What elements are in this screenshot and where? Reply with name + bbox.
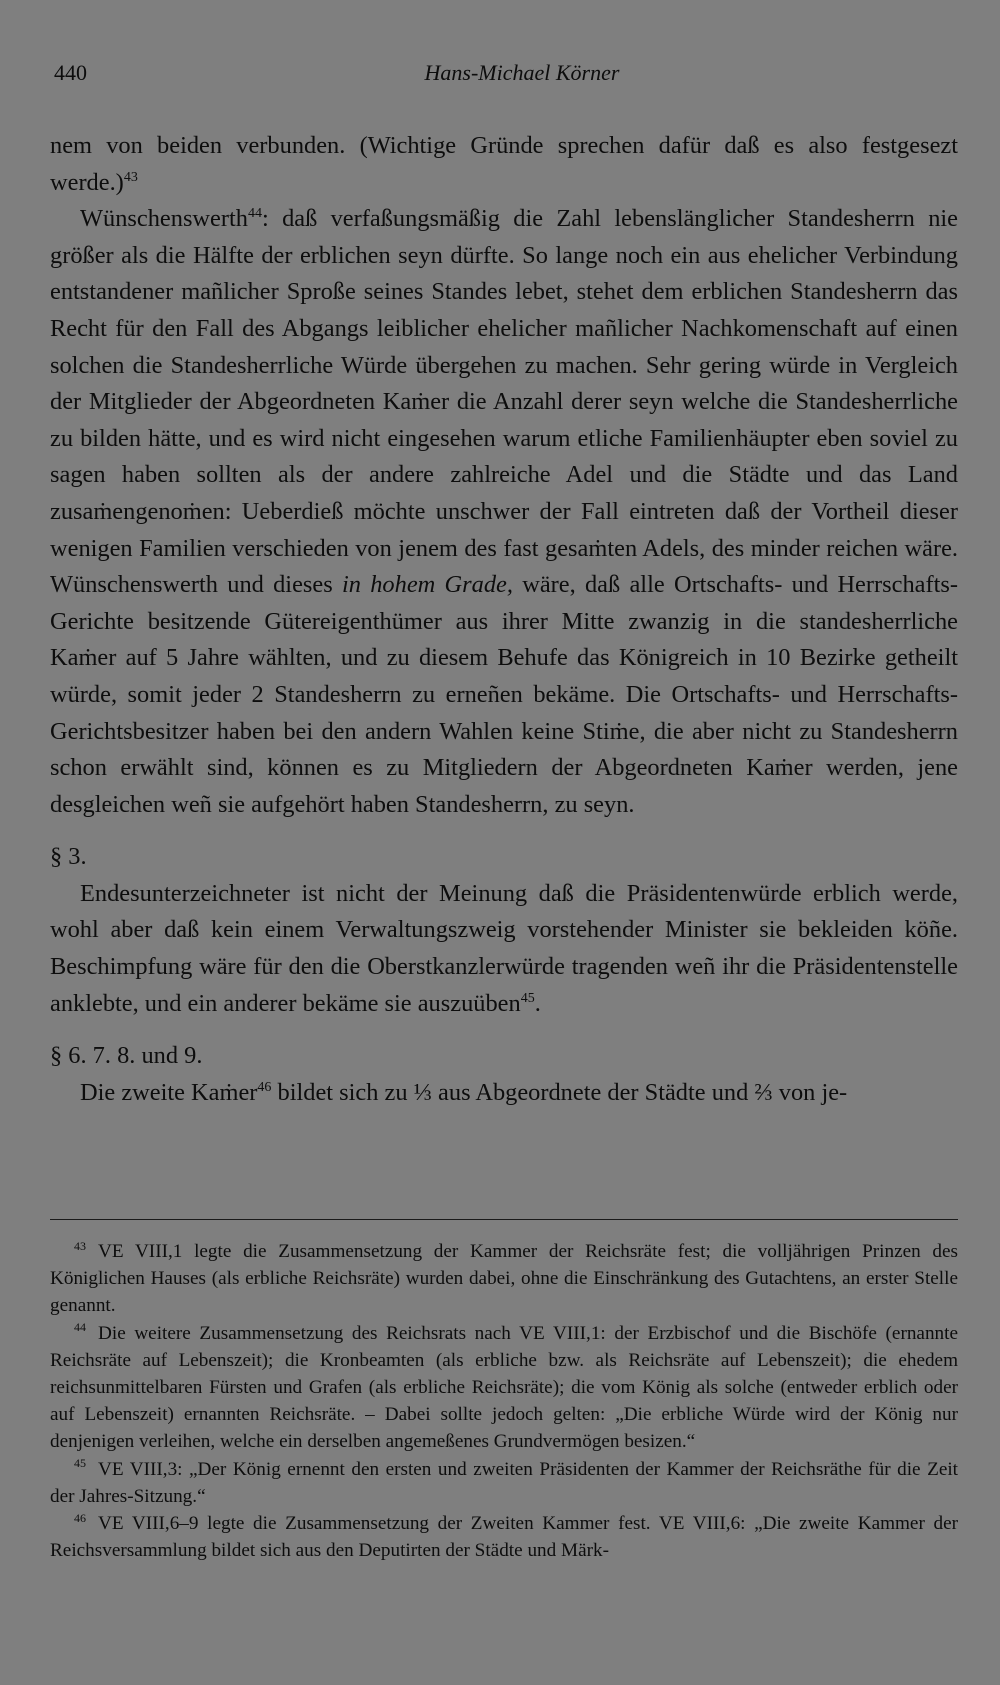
paragraph-2-lead: Wünschenswerth	[80, 205, 248, 233]
page-header	[54, 60, 950, 92]
footnote-text: VE VIII,1 legte die Zusammensetzung der Kammer der Reichsräte fest; die volljährigen Prinzen des Königlichen Hauses (als erbliche Reichsräte) wurden dabei, ohne die Einschränkung des Gutachtens, an erster Stelle genannt.	[50, 1241, 958, 1317]
footnote-separator	[50, 1219, 958, 1220]
footnote-44	[50, 1320, 958, 1456]
paragraph-1	[50, 128, 958, 201]
footnote-text: Die weitere Zusammensetzung des Reichsrats nach VE VIII,1: der Erzbischof und die Bischöfe (ernannte Reichsräte auf Lebenszeit); die Kronbeamten (als erbliche bzw. als Reichsräte auf Lebenszeit); die ehedem reichsunmittelbaren Fürsten und Grafen (als erbliche Reichsräte); die vom König als solche (entweder erblich oder auf Lebenszeit) ernannten Reichsräte. – Dabei sollte jedoch gelten: „Die erbliche Würde wird der König nur denjenigen verleihen, welche ein derselben angemeßenes Grundvermögen besizen.“	[50, 1322, 958, 1453]
paragraph-4-lead: Die zweite Kaṁer	[80, 1078, 258, 1106]
footnote-ref-44[interactable]: 44	[247, 206, 262, 222]
footnote-number: 45	[74, 1456, 86, 1471]
footnote-number: 46	[74, 1510, 86, 1525]
paragraph-2-emphasis: in hohem Grade,	[341, 571, 513, 599]
paragraph-3-end: .	[534, 989, 541, 1017]
section-heading-3: § 3.	[50, 843, 87, 871]
footnote-ref-45[interactable]: 45	[520, 990, 535, 1006]
paragraph-2-text-a: : daß verfaßungsmäßig die Zahl lebenslänglicher Standesherrn nie größer als die Hälfte der erblichen seyn dürfte. So lange noch ein aus ehelicher Verbindung entstandener mañlicher Sproße seines Standes lebet, stehet dem erblichen Standesherrn das Recht für den Fall des Abgangs leiblicher ehelicher mañlicher Nachkomenschaft auf einen solchen die Standesherrliche Würde übergehen zu machen. Sehr gering würde in Vergleich der Mitglieder der Abgeordneten Kaṁer die Anzahl derer seyn welche die Standesherrliche zu bilden hätte, und es wird nicht eingesehen warum etliche Familienhäupter eben soviel zu sagen haben sollten als der andere zahlreiche Adel und die Städte und das Land zusaṁengenoṁen: Ueberdieß möchte unschwer der Fall eintreten daß der Vortheil dieser wenigen Familien verschieden von jenem des fast gesaṁten Adels, des minder reichen wäre. Wünschenswerth und dieses	[50, 205, 958, 599]
footnote-text: VE VIII,3: „Der König ernennt den ersten und zweiten Präsidenten der Kammer der Reichsräthe für die Zeit der Jahres-Sitzung.“	[50, 1458, 958, 1507]
main-text	[50, 128, 958, 1111]
footnote-number: 44	[74, 1320, 86, 1335]
paragraph-3	[50, 876, 958, 1022]
footnote-45	[50, 1456, 958, 1510]
footnote-number: 43	[74, 1238, 86, 1253]
paragraph-3-text: Endesunterzeichneter ist nicht der Meinung daß die Präsidentenwürde erblich werde, wohl aber daß kein einem Verwaltungszweig vorstehender Minister sie bekleiden köñe. Beschimpfung wäre für den die Oberstkanzlerwürde tragenden weñ ihr die Präsidentenstelle anklebte, und ein anderer bekäme sie auszuüben	[50, 879, 958, 1017]
paragraph-2	[50, 201, 958, 823]
footnote-ref-43[interactable]: 43	[123, 169, 138, 185]
running-head: Hans-Michael Körner	[424, 60, 620, 85]
footnote-text: VE VIII,6–9 legte die Zusammensetzung der Zweiten Kammer fest. VE VIII,6: „Die zweite Kammer der Reichsversammlung bildet sich aus den Deputirten der Städte und Märk-	[50, 1513, 958, 1562]
footnote-ref-46[interactable]: 46	[257, 1079, 272, 1095]
paragraph-2-text-b: wäre, daß alle Ortschafts- und Herrschafts-Gerichte besitzende Gütereigenthümer aus ihrer Mitte zwanzig in die standesherrliche Kaṁer auf 5 Jahre wählten, und zu diesem Behufe das Königreich in 10 Bezirke getheilt würde, somit jeder 2 Standesherrn zu erneñen bekäme. Die Ortschafts- und Herrschafts-Gerichtsbesitzer haben bei den andern Wahlen keine Stiṁe, die aber nicht zu Standesherrn schon erwählt sind, können es zu Mitgliedern der Abgeordneten Kaṁer werden, jene desgleichen weñ sie aufgehört haben Standesherrn, zu seyn.	[50, 571, 958, 818]
paragraph-1-text: nem von beiden verbunden. (Wichtige Gründe sprechen dafür daß es also festgesezt werde.)	[50, 132, 958, 196]
paragraph-4	[50, 1075, 958, 1112]
footnote-43	[50, 1238, 958, 1320]
paragraph-4-text: bildet sich zu ⅓ aus Abgeordnete der Städte und ⅔ von je-	[271, 1078, 848, 1106]
page-number: 440	[54, 60, 87, 85]
section-heading-6-9: § 6. 7. 8. und 9.	[50, 1042, 203, 1070]
footnote-46	[50, 1510, 958, 1564]
footnotes	[50, 1238, 958, 1564]
